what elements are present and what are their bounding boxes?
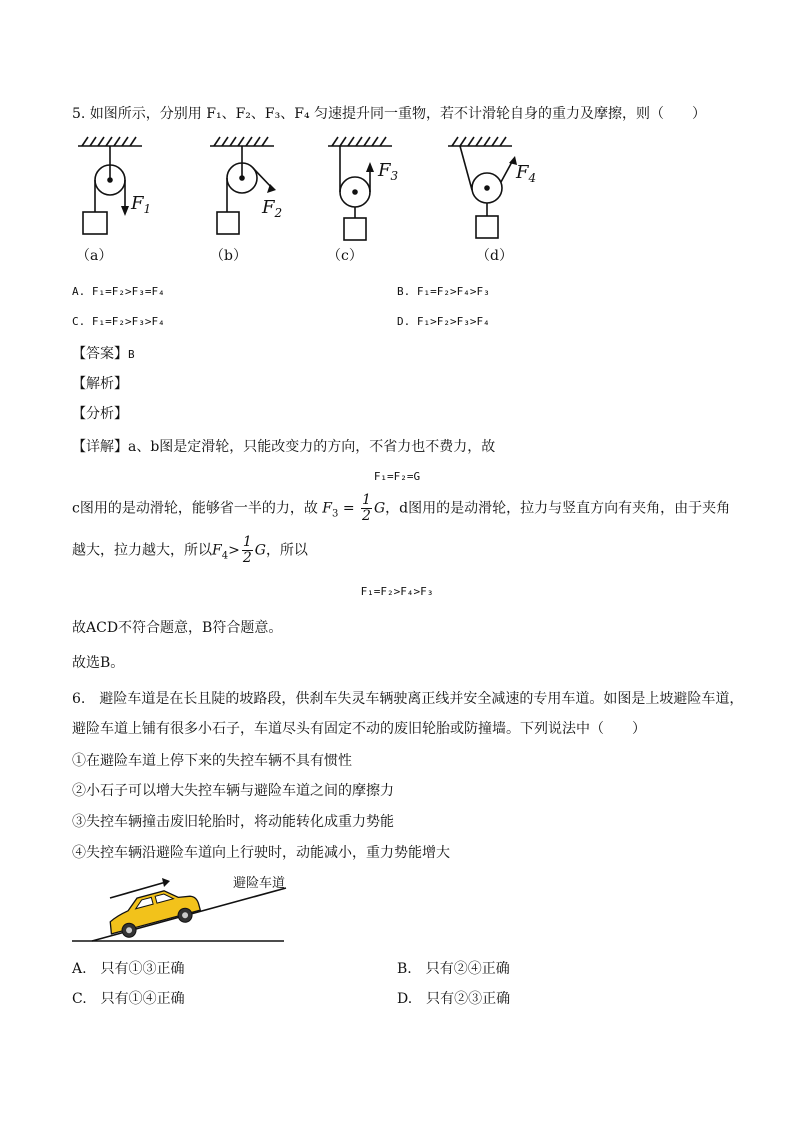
q6-option-b[interactable] [397, 958, 510, 978]
half-fraction [361, 493, 372, 524]
caption-c: （c） [327, 248, 363, 264]
equation-1: F₁=F₂=G [373, 470, 421, 483]
jiexi-label: 【解析】 [72, 376, 128, 392]
ramp-figure [70, 870, 300, 950]
answer-line [72, 343, 135, 363]
q6-option-b-text: B. 只有②④正确 [397, 961, 510, 977]
q6-stem-line-2: 避险车道上铺有很多小石子，车道尽头有固定不动的废旧轮胎或防撞墙。下列说法中（ ） [72, 721, 646, 737]
label-f3: $F_3$ [378, 160, 399, 183]
q6-option-c[interactable] [72, 988, 185, 1008]
q6-option-a[interactable] [72, 958, 185, 978]
q5-stem: 5. 如图所示，分别用 F₁、F₂、F₃、F₄ 匀速提升同一重物，若不计滑轮自身的重力及摩擦，则（ ） [72, 106, 707, 122]
half-num: 1 [362, 492, 371, 508]
q6-stem-line-1: 6. 避险车道是在长且陡的坡路段，供刹车失灵车辆驶离正线并安全减速的专用车道。如图是上坡避险车道， [72, 691, 744, 707]
equals-sign: = [338, 500, 360, 517]
figure-c [328, 137, 392, 240]
line-d-text-1: 越大，拉力越大，所以 [72, 542, 212, 559]
q6-item-2: ②小石子可以增大失控车辆与避险车道之间的摩擦力 [72, 783, 394, 799]
q5-option-b[interactable]: B. F₁=F₂>F₄>F₃ [397, 285, 490, 298]
label-f1: $F_1$ [131, 193, 152, 216]
fenxi-label: 【分析】 [72, 406, 128, 422]
answer-value: B [128, 348, 135, 361]
half-den-2: 2 [242, 550, 252, 566]
q6-item-1: ①在避险车道上停下来的失控车辆不具有惯性 [72, 753, 352, 769]
figure-b [210, 137, 276, 234]
f3-symbol: F [322, 500, 333, 517]
figure-a [78, 137, 142, 234]
equation-2: F₁=F₂>F₄>F₃ [360, 585, 434, 598]
select-answer: 故选B。 [72, 655, 125, 671]
f4-subscript: 4 [221, 550, 229, 562]
q6-option-a-text: A. 只有①③正确 [72, 961, 185, 977]
f4-symbol: F [212, 542, 222, 559]
detail-line-d [72, 535, 308, 566]
line-c-text-1: c图用的是动滑轮，能够省一半的力，故 [72, 500, 318, 517]
q6-option-d[interactable] [397, 988, 510, 1008]
half-den: 2 [362, 508, 371, 524]
answer-label: 【答案】 [72, 346, 128, 362]
q5-option-c[interactable]: C. F₁=F₂>F₃>F₄ [72, 315, 165, 328]
detail-text: a、b图是定滑轮，只能改变力的方向，不省力也不费力，故 [128, 439, 496, 455]
q5-option-a[interactable]: A. F₁=F₂>F₃=F₄ [72, 285, 165, 298]
q6-item-3: ③失控车辆撞击废旧轮胎时，将动能转化成重力势能 [72, 814, 394, 830]
caption-d: （d） [476, 248, 513, 264]
label-f4: $F_4$ [516, 162, 537, 185]
label-f2: $F_2$ [262, 197, 283, 220]
caption-a: （a） [76, 248, 113, 264]
half-fraction-2 [242, 535, 253, 566]
q5-option-d[interactable]: D. F₁>F₂>F₃>F₄ [397, 315, 490, 328]
detail-label: 【详解】 [72, 439, 128, 455]
g-symbol: G [373, 500, 386, 517]
line-d-text-2: ，所以 [265, 542, 308, 559]
f3-subscript: 3 [332, 508, 339, 520]
ramp-label: 避险车道 [233, 876, 286, 891]
detail-line [72, 436, 495, 456]
q6-option-c-text: C. 只有①④正确 [72, 991, 185, 1007]
q6-item-4: ④失控车辆沿避险车道向上行驶时，动能减小，重力势能增大 [72, 845, 450, 861]
g-symbol-2: G [254, 542, 266, 559]
half-num-2: 1 [242, 534, 252, 550]
q6-option-d-text: D. 只有②③正确 [397, 991, 511, 1007]
detail-line-c [72, 493, 730, 524]
gt-sign: > [228, 542, 240, 559]
conclusion: 故ACD不符合题意，B符合题意。 [72, 620, 283, 636]
figure-d [448, 137, 517, 238]
line-c-text-2: ，d图用的是动滑轮，拉力与竖直方向有夹角，由于夹角 [385, 500, 731, 517]
caption-b: （b） [210, 248, 247, 264]
